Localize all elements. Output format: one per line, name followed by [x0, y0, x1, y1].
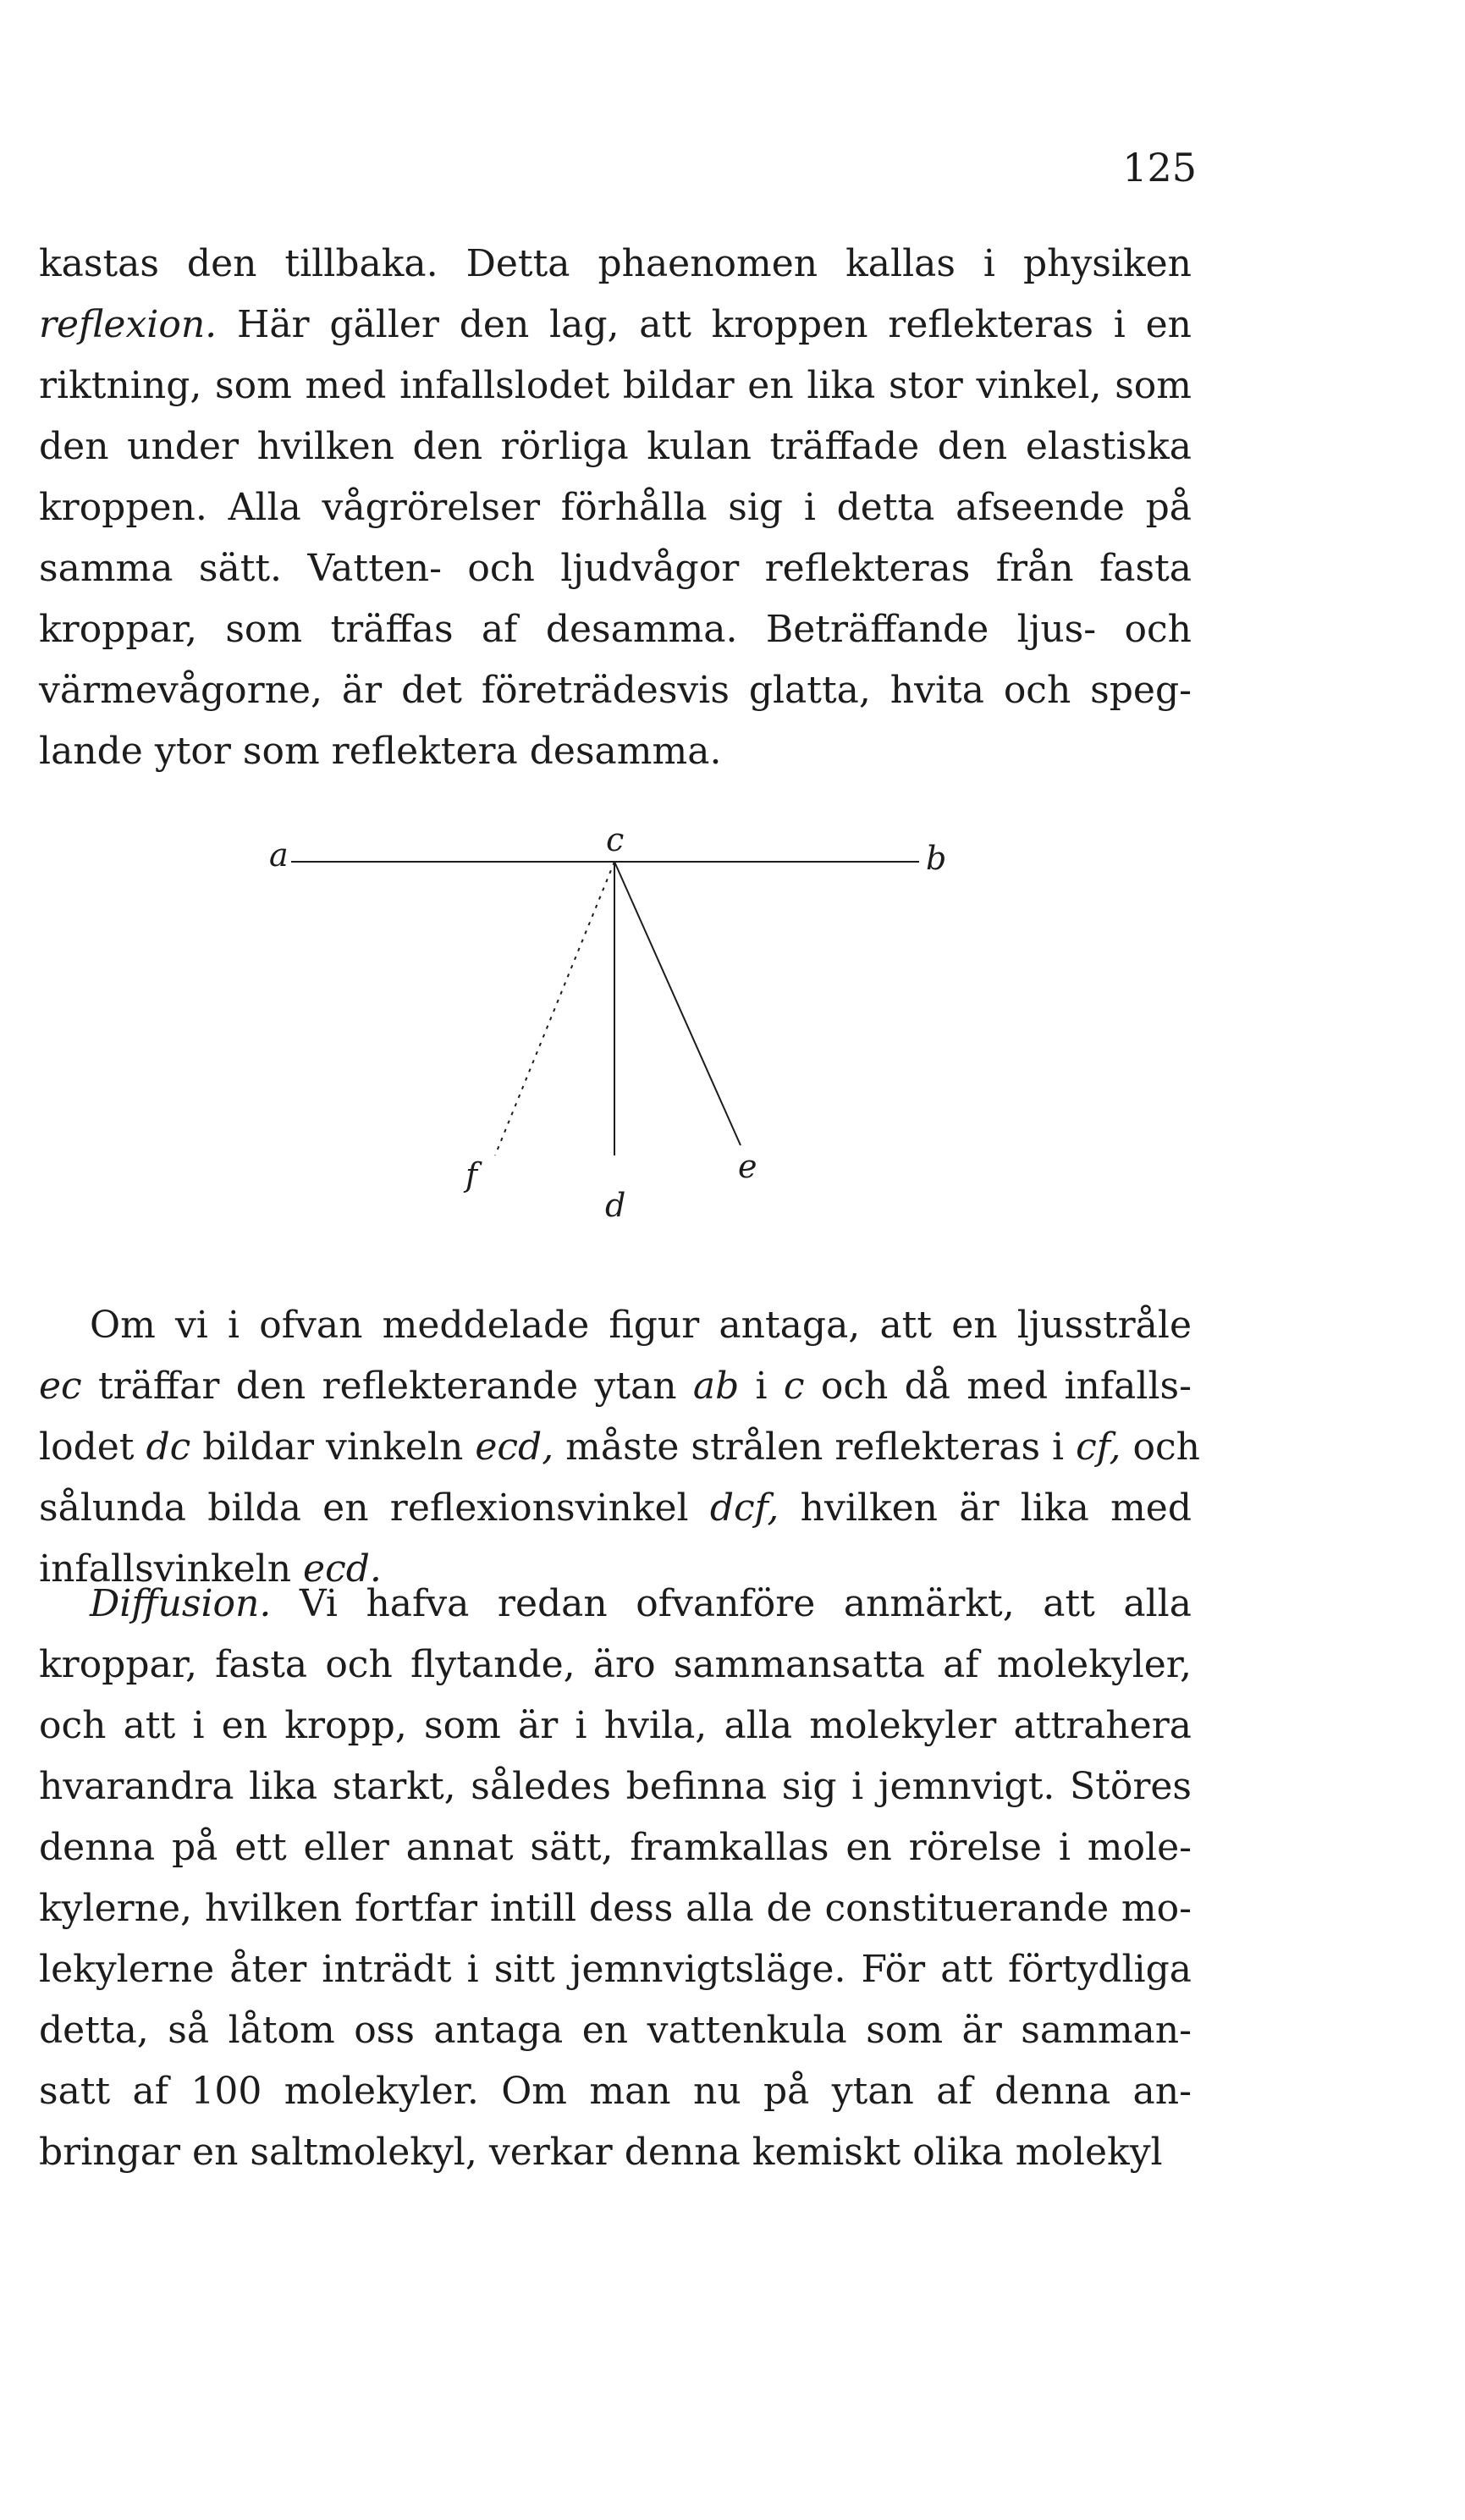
text-segment: kastas den tillbaka. Detta phaenomen kallas i physiken	[39, 242, 1192, 285]
text-segment: dc	[146, 1425, 191, 1469]
text-segment: kroppar, som träffas af desamma. Beträffande ljus- och	[39, 608, 1192, 651]
incident-ray-ec	[614, 862, 741, 1145]
text-segment: denna på ett eller annat sätt, framkallas en rörelse i mole-	[39, 1826, 1192, 1869]
text-segment: c	[783, 1365, 805, 1408]
text-line	[39, 416, 1192, 477]
text-segment: måste strålen reflekteras i	[554, 1425, 1077, 1469]
text-segment: sålunda bilda en reflexionsvinkel	[39, 1486, 710, 1530]
text-segment: träffar den reflekterande ytan	[81, 1365, 693, 1408]
text-segment: ecd,	[475, 1425, 554, 1469]
text-line	[39, 2000, 1192, 2061]
text-line	[39, 1878, 1192, 1939]
text-segment: cf,	[1076, 1425, 1121, 1469]
text-segment: den under hvilken den rörliga kulan träffade den elastiska	[39, 425, 1192, 468]
text-segment: Om vi i ofvan meddelade figur antaga, att en ljusstråle	[90, 1304, 1192, 1347]
paragraph-figure-explanation	[39, 1295, 1200, 1600]
text-line	[39, 1478, 1192, 1539]
text-segment: satt af 100 molekyler. Om man nu på ytan af denna an-	[39, 2070, 1192, 2113]
text-segment: i	[739, 1365, 784, 1408]
text-line	[39, 599, 1192, 660]
text-segment: hvilken är lika med	[779, 1486, 1192, 1530]
text-segment: kroppen. Alla vågrörelser förhålla sig i detta afseende på	[39, 486, 1192, 529]
reflection-diagram	[254, 825, 990, 1240]
text-segment: ab	[692, 1365, 740, 1408]
text-segment: bildar vinkeln	[190, 1425, 476, 1469]
text-line	[39, 1939, 1192, 2000]
text-line	[39, 660, 1192, 721]
text-line	[39, 234, 1192, 295]
text-line	[39, 2061, 1192, 2122]
text-segment: kylerne, hvilken fortfar intill dess alla de constituerande mo-	[39, 1887, 1192, 1930]
label-f: f	[465, 1156, 478, 1194]
text-segment: ec	[39, 1365, 82, 1408]
text-segment: lande ytor som reflektera desamma.	[39, 730, 722, 773]
text-segment: bringar en saltmolekyl, verkar denna kemiskt olika molekyl	[39, 2131, 1163, 2174]
text-segment: detta, så låtom oss antaga en vattenkula som är samman-	[39, 2009, 1192, 2052]
text-segment: reflexion.	[39, 303, 218, 346]
text-segment: dcf,	[709, 1486, 779, 1530]
text-line	[39, 1817, 1192, 1878]
text-line	[39, 1574, 1192, 1635]
label-e: e	[738, 1148, 757, 1185]
text-line	[39, 1417, 1200, 1478]
text-line	[39, 295, 1192, 356]
text-segment: Här gäller den lag, att kroppen reflekteras i en	[217, 303, 1192, 346]
text-segment: och då med infalls-	[804, 1365, 1192, 1408]
paragraph-reflexion	[39, 234, 1192, 782]
text-line	[39, 356, 1192, 416]
text-segment: värmevågorne, är det företrädesvis glatta, hvita och speg-	[39, 669, 1192, 712]
text-segment: och att i en kropp, som är i hvila, alla molekyler attrahera	[39, 1704, 1192, 1747]
text-segment: Diffusion.	[90, 1582, 272, 1625]
text-segment: lodet	[39, 1425, 146, 1469]
label-b: b	[926, 840, 947, 877]
text-line	[39, 477, 1192, 538]
reflected-ray-cf	[495, 862, 614, 1155]
text-line	[39, 1356, 1192, 1417]
text-segment: Vi hafva redan ofvanföre anmärkt, att alla	[271, 1582, 1192, 1625]
text-segment: ecd.	[303, 1547, 382, 1591]
text-segment: samma sätt. Vatten- och ljudvågor reflekteras från fasta	[39, 547, 1192, 590]
page-number: 125	[1122, 145, 1197, 190]
text-line	[39, 1295, 1192, 1356]
label-d: d	[605, 1187, 626, 1224]
text-segment: riktning, som med infallslodet bildar en lika stor vinkel, som	[39, 364, 1192, 407]
text-line	[39, 2122, 1192, 2183]
text-line	[39, 1696, 1192, 1756]
text-segment: infallsvinkeln	[39, 1547, 304, 1591]
label-a: a	[269, 836, 289, 874]
paragraph-diffusion	[39, 1574, 1192, 2183]
label-c: c	[606, 825, 625, 858]
text-segment: lekylerne åter inträdt i sitt jemnvigtsläge. För att förtydliga	[39, 1948, 1192, 1991]
text-line	[39, 1635, 1192, 1696]
text-line	[39, 538, 1192, 599]
text-line	[39, 721, 1192, 782]
text-segment: och	[1121, 1425, 1200, 1469]
text-segment: hvarandra lika starkt, således befinna sig i jemnvigt. Störes	[39, 1765, 1192, 1808]
text-line	[39, 1756, 1192, 1817]
text-segment: kroppar, fasta och flytande, äro sammansatta af molekyler,	[39, 1643, 1192, 1686]
